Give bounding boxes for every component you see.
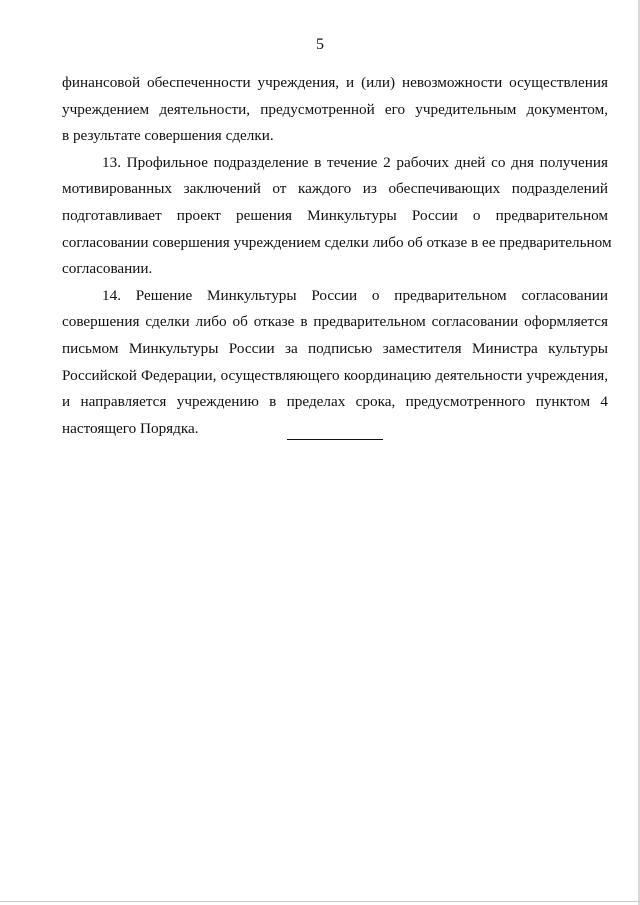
- text-line: письмом Минкультуры России за подписью заместителя Министра культуры: [62, 339, 608, 357]
- text-line: подготавливает проект решения Минкультуры России о предварительном: [62, 206, 608, 224]
- page-number: 5: [316, 36, 324, 53]
- document-body: [62, 70, 612, 442]
- text-line: 13. Профильное подразделение в течение 2 рабочих дней со дня получения: [102, 153, 608, 171]
- text-line: настоящего Порядка.: [62, 419, 199, 437]
- text-line: совершения сделки либо об отказе в предварительном согласовании оформляется: [62, 313, 608, 331]
- text-line: учреждением деятельности, предусмотренной его учредительным документом,: [62, 100, 608, 118]
- text-line: и направляется учреждению в пределах срока, предусмотренного пунктом 4: [62, 393, 608, 411]
- paragraph-item-14: [62, 283, 608, 443]
- scan-edge-bottom: [0, 901, 640, 902]
- text-line: 14. Решение Минкультуры России о предварительном согласовании: [102, 286, 608, 304]
- text-line: в результате совершения сделки.: [62, 127, 274, 145]
- text-line: мотивированных заключений от каждого из обеспечивающих подразделений: [62, 180, 608, 198]
- text-line: Российской Федерации, осуществляющего координацию деятельности учреждения,: [62, 366, 608, 384]
- end-separator-line: [287, 439, 383, 440]
- text-line: согласовании.: [62, 260, 153, 278]
- paragraph-item-13: [62, 150, 612, 283]
- paragraph-continuation: [62, 70, 608, 150]
- text-line: согласовании совершения учреждением сделки либо об отказе в ее предварительном: [62, 233, 612, 251]
- text-line: финансовой обеспеченности учреждения, и (или) невозможности осуществления: [62, 74, 608, 91]
